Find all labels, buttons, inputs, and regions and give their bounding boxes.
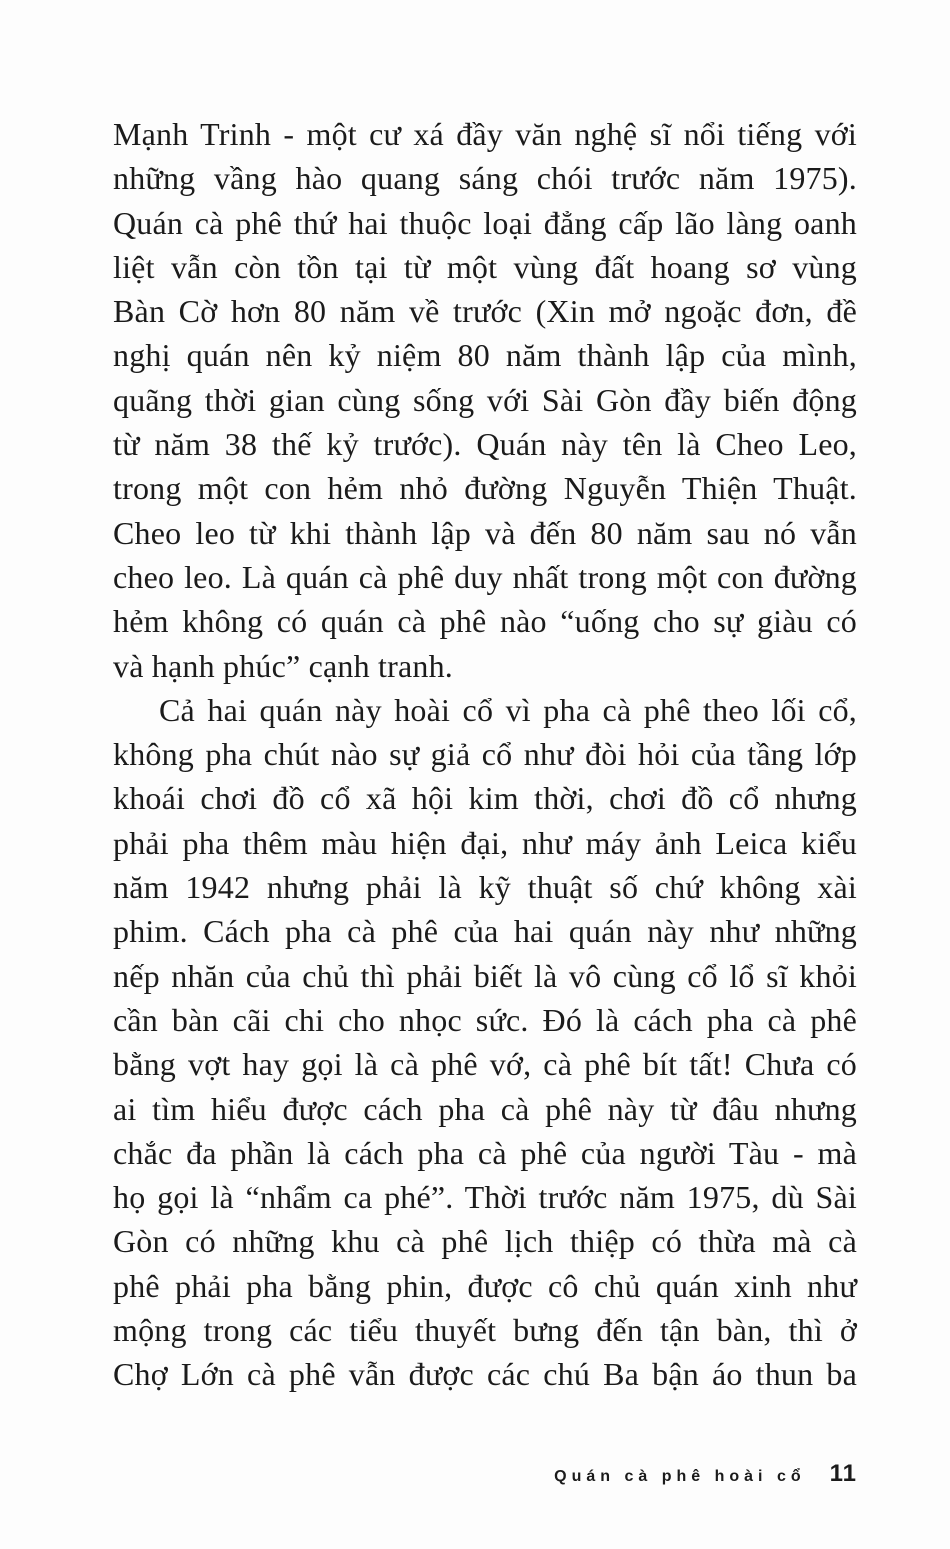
text-line: liệt vẫn còn tồn tại từ một vùng đất hoang sơ vùng — [113, 248, 857, 285]
text-line: không pha chút nào sự giả cổ như đòi hỏi của tầng lớp — [113, 736, 857, 773]
text-line: họ gọi là “nhẩm ca phé”. Thời trước năm 1975, dù Sài — [113, 1179, 857, 1216]
text-line: năm 1942 nhưng phải là kỹ thuật số chứ không xài — [113, 869, 857, 906]
text-line: Cheo leo từ khi thành lập và đến 80 năm sau nó vẫn — [113, 514, 857, 551]
page-number: 11 — [829, 1460, 857, 1487]
text-line: trong một con hẻm nhỏ đường Nguyễn Thiện Thuật. — [113, 470, 857, 507]
text-line: những vầng hào quang sáng chói trước năm 1975). — [113, 160, 857, 197]
text-line: khoái chơi đồ cổ xã hội kim thời, chơi đồ cổ nhưng — [113, 780, 857, 817]
text-line: ai tìm hiểu được cách pha cà phê này từ đâu nhưng — [113, 1090, 857, 1127]
paragraph — [113, 688, 857, 1397]
text-line: Gòn có những khu cà phê lịch thiệp có thừa mà cà — [113, 1223, 857, 1260]
text-line: cần bàn cãi chi cho nhọc sức. Đó là cách pha cà phê — [113, 1001, 857, 1038]
text-line: phê phải pha bằng phin, được cô chủ quán xinh như — [113, 1267, 857, 1304]
text-line: Mạnh Trinh - một cư xá đầy văn nghệ sĩ nổi tiếng với — [113, 116, 857, 152]
text-line: chắc đa phần là cách pha cà phê của người Tàu - mà — [113, 1134, 857, 1171]
text-line: từ năm 38 thế kỷ trước). Quán này tên là Cheo Leo, — [113, 426, 857, 463]
text-line: Cả hai quán này hoài cổ vì pha cà phê theo lối cổ, — [159, 691, 857, 728]
text-line: Chợ Lớn cà phê vẫn được các chú Ba bận áo thun ba — [113, 1356, 857, 1393]
text-line: nếp nhăn của chủ thì phải biết là vô cùng cổ lổ sĩ khỏi — [113, 957, 857, 994]
text-line: hẻm không có quán cà phê nào “uống cho sự giàu có — [113, 603, 857, 640]
text-line: cheo leo. Là quán cà phê duy nhất trong một con đường — [113, 558, 857, 595]
text-line: mộng trong các tiểu thuyết bưng đến tận bàn, thì ở — [113, 1312, 857, 1349]
text-line: phải pha thêm màu hiện đại, như máy ảnh Leica kiểu — [113, 824, 857, 861]
paragraph — [113, 112, 857, 688]
text-line: Quán cà phê thứ hai thuộc loại đẳng cấp lão làng oanh — [113, 204, 857, 241]
running-title: Quán cà phê hoài cổ — [554, 1468, 806, 1485]
page-footer — [113, 1460, 857, 1488]
text-line: phim. Cách pha cà phê của hai quán này như những — [113, 913, 857, 950]
text-line: quãng thời gian cùng sống với Sài Gòn đầy biến động — [113, 381, 857, 418]
text-line: Bàn Cờ hơn 80 năm về trước (Xin mở ngoặc đơn, đề — [113, 293, 857, 330]
text-line: nghị quán nên kỷ niệm 80 năm thành lập của mình, — [113, 337, 857, 374]
text-line: bằng vợt hay gọi là cà phê vớ, cà phê bít tất! Chưa có — [113, 1046, 857, 1083]
page-text-block — [113, 112, 857, 1397]
text-line: và hạnh phúc” cạnh tranh. — [113, 647, 453, 684]
